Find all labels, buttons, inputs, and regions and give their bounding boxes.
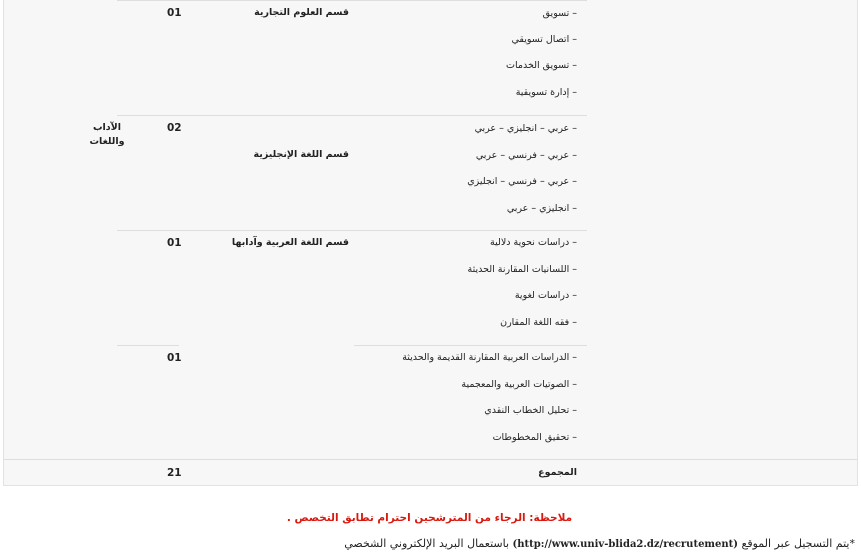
specialty-item: – دراسات لغوية: [514, 290, 577, 301]
position-count: 01: [167, 352, 182, 364]
specialty-item: – تسويق: [542, 8, 577, 19]
department-name: قسم اللغة الإنجليزية: [253, 149, 349, 160]
registration-prefix: *يتم التسجيل عبر الموقع: [741, 537, 855, 550]
row-divider: [117, 230, 587, 231]
specialty-item: – عربي – فرنسي – عربي: [475, 150, 577, 161]
positions-table: [3, 0, 858, 486]
faculty-name: الآداب واللغات: [89, 122, 125, 147]
row-divider: [117, 115, 587, 116]
total-divider: [4, 459, 857, 460]
specialty-item: – إدارة تسويقية: [515, 87, 577, 98]
specialty-item: – اتصال تسويقي: [511, 34, 577, 45]
registration-line: [344, 537, 855, 550]
department-name: قسم اللغة العربية وآدابها: [231, 237, 349, 248]
row-divider: [117, 345, 179, 346]
position-count: 01: [167, 237, 182, 249]
row-divider: [117, 0, 587, 1]
specialty-item: – الصوتيات العربية والمعجمية: [461, 379, 577, 390]
recruitment-link[interactable]: (http://www.univ-blida2.dz/recrutement): [512, 539, 738, 550]
total-label: المجموع: [538, 467, 577, 478]
specialty-item: – تحليل الخطاب النقدي: [484, 405, 577, 416]
position-count: 01: [167, 7, 182, 19]
total-count: 21: [167, 467, 182, 479]
department-name: قسم العلوم التجارية: [254, 7, 349, 18]
specialty-item: – الدراسات العربية المقارنة القديمة والحديثة: [402, 352, 577, 363]
specialty-item: – تحقيق المخطوطات: [492, 432, 577, 443]
row-divider: [354, 345, 587, 346]
specialty-item: – فقه اللغة المقارن: [500, 317, 577, 328]
specialty-item: – دراسات نحوية دلالية: [490, 237, 577, 248]
note-text: ملاحظة: الرجاء من المترشحين احترام تطابق التخصص .: [286, 512, 573, 524]
specialty-item: – عربي – فرنسي – انجليزي: [467, 176, 577, 187]
registration-suffix: باستعمال البريد الإلكتروني الشخصي: [344, 537, 510, 550]
specialty-item: – تسويق الخدمات: [506, 60, 577, 71]
specialty-item: – انجليزي – عربي: [506, 203, 577, 214]
specialty-item: – عربي – انجليزي – عربي: [474, 123, 577, 134]
position-count: 02: [167, 122, 182, 134]
specialty-item: – اللسانيات المقارنة الحديثة: [467, 264, 577, 275]
